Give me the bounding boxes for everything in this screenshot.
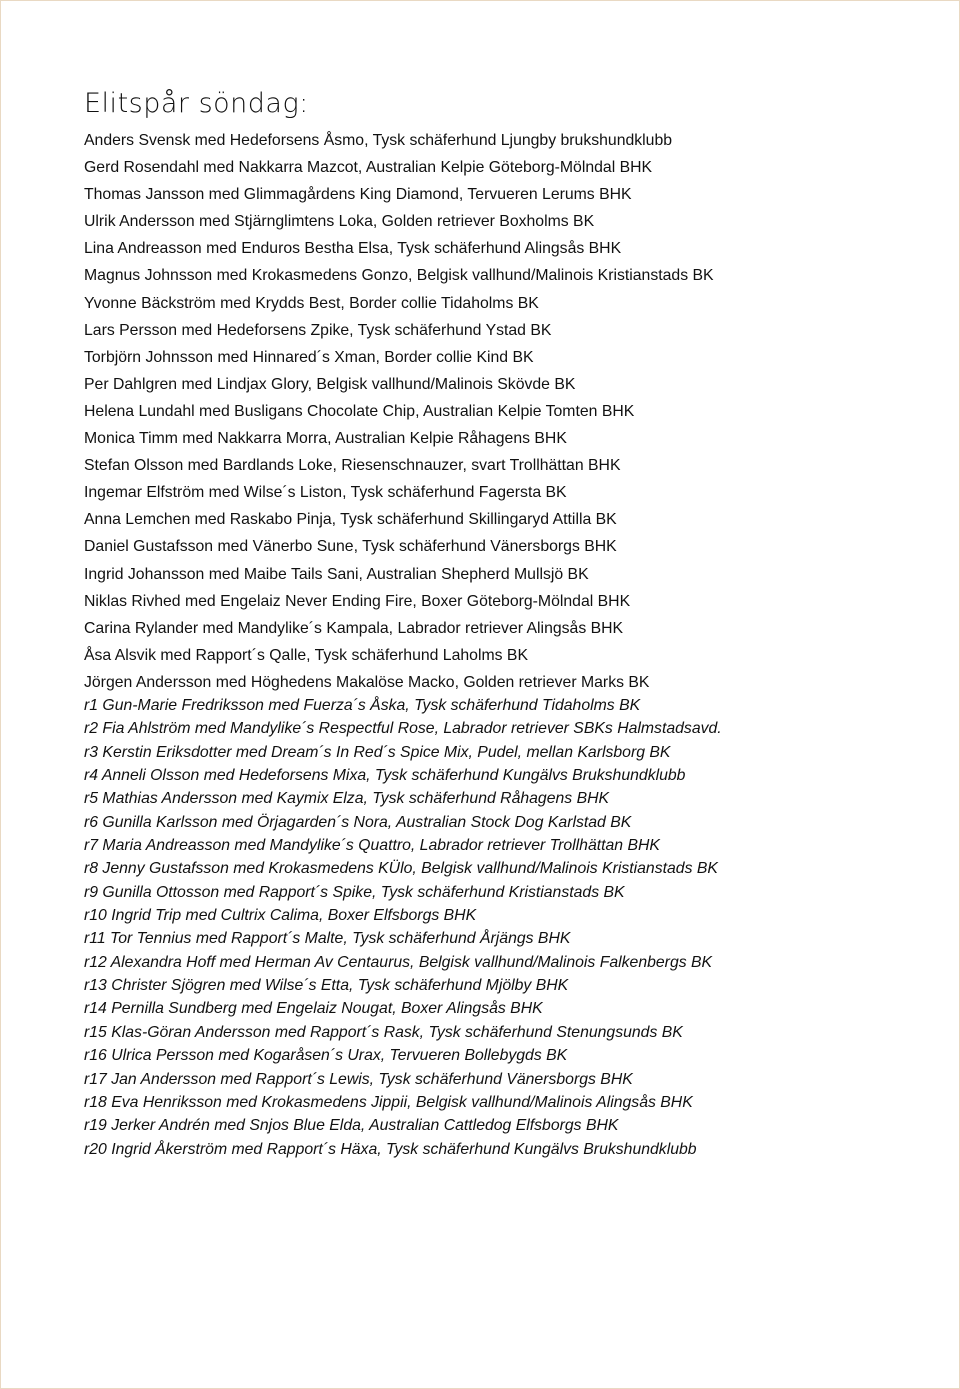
participant-entry: Per Dahlgren med Lindjax Glory, Belgisk vallhund/Malinois Skövde BK bbox=[84, 375, 576, 393]
reserve-entry: r17 Jan Andersson med Rapport´s Lewis, Tysk schäferhund Vänersborgs BHK bbox=[84, 1070, 633, 1088]
reserve-entry: r19 Jerker Andrén med Snjos Blue Elda, Australian Cattledog Elfsborgs BHK bbox=[84, 1117, 619, 1135]
reserve-entry: r13 Christer Sjögren med Wilse´s Etta, Tysk schäferhund Mjölby BHK bbox=[84, 977, 569, 995]
reserve-entry: r4 Anneli Olsson med Hedeforsens Mixa, Tysk schäferhund Kungälvs Brukshundklubb bbox=[84, 767, 686, 785]
participant-entry: Ingemar Elfström med Wilse´s Liston, Tysk schäferhund Fagersta BK bbox=[84, 484, 567, 502]
reserve-entry: r6 Gunilla Karlsson med Örjagarden´s Nora, Australian Stock Dog Karlstad BK bbox=[84, 813, 632, 831]
reserve-entry: r10 Ingrid Trip med Cultrix Calima, Boxer Elfsborgs BHK bbox=[84, 907, 477, 925]
participant-entry: Yvonne Bäckström med Krydds Best, Border collie Tidaholms BK bbox=[84, 294, 539, 312]
participant-entry: Jörgen Andersson med Höghedens Makalöse Macko, Golden retriever Marks BK bbox=[84, 673, 650, 691]
reserve-entry: r7 Maria Andreasson med Mandylike´s Quattro, Labrador retriever Trollhättan BHK bbox=[84, 837, 660, 855]
participant-entry: Ulrik Andersson med Stjärnglimtens Loka, Golden retriever Boxholms BK bbox=[84, 213, 595, 231]
reserve-entry: r18 Eva Henriksson med Krokasmedens Jippii, Belgisk vallhund/Malinois Alingsås BHK bbox=[84, 1093, 693, 1111]
reserve-entry: r15 Klas-Göran Andersson med Rapport´s Rask, Tysk schäferhund Stenungsunds BK bbox=[84, 1023, 683, 1041]
reserve-entry: r1 Gun-Marie Fredriksson med Fuerza´s Åska, Tysk schäferhund Tidaholms BK bbox=[84, 697, 641, 714]
participant-entry: Stefan Olsson med Bardlands Loke, Riesenschnauzer, svart Trollhättan BHK bbox=[84, 457, 621, 475]
participant-entry: Thomas Jansson med Glimmagårdens King Diamond, Tervueren Lerums BHK bbox=[84, 186, 632, 204]
reserve-entry: r20 Ingrid Åkerström med Rapport´s Häxa, Tysk schäferhund Kungälvs Brukshundklubb bbox=[84, 1140, 697, 1158]
participant-entry: Åsa Alsvik med Rapport´s Qalle, Tysk schäferhund Laholms BK bbox=[84, 646, 528, 664]
reserve-entry: r11 Tor Tennius med Rapport´s Malte, Tysk schäferhund Årjängs BHK bbox=[84, 930, 571, 948]
participant-entry: Lina Andreasson med Enduros Bestha Elsa, Tysk schäferhund Alingsås BHK bbox=[84, 240, 622, 258]
reserve-entry: r3 Kerstin Eriksdotter med Dream´s In Red´s Spice Mix, Pudel, mellan Karlsborg BK bbox=[84, 743, 671, 761]
reserve-entry: r5 Mathias Andersson med Kaymix Elza, Tysk schäferhund Råhagens BHK bbox=[84, 790, 610, 808]
participant-entry: Carina Rylander med Mandylike´s Kampala, Labrador retriever Alingsås BHK bbox=[84, 619, 624, 637]
participant-entry: Anna Lemchen med Raskabo Pinja, Tysk schäferhund Skillingaryd Attilla BK bbox=[84, 511, 617, 529]
participant-entry: Lars Persson med Hedeforsens Zpike, Tysk schäferhund Ystad BK bbox=[84, 321, 552, 339]
participant-entry: Anders Svensk med Hedeforsens Åsmo, Tysk schäferhund Ljungby brukshundklubb bbox=[84, 132, 673, 149]
reserve-list bbox=[84, 694, 904, 1161]
participant-entry: Torbjörn Johnsson med Hinnared´s Xman, Border collie Kind BK bbox=[84, 348, 534, 366]
reserve-entry: r2 Fia Ahlström med Mandylike´s Respectful Rose, Labrador retriever SBKs Halmstadsavd. bbox=[84, 720, 722, 738]
reserve-entry: r16 Ulrica Persson med Kogaråsen´s Urax, Tervueren Bollebygds BK bbox=[84, 1047, 568, 1065]
participant-list bbox=[84, 127, 904, 696]
participant-entry: Magnus Johnsson med Krokasmedens Gonzo, Belgisk vallhund/Malinois Kristianstads BK bbox=[84, 267, 714, 285]
participant-entry: Ingrid Johansson med Maibe Tails Sani, Australian Shepherd Mullsjö BK bbox=[84, 565, 589, 583]
participant-entry: Helena Lundahl med Busligans Chocolate Chip, Australian Kelpie Tomten BHK bbox=[84, 402, 635, 420]
participant-entry: Gerd Rosendahl med Nakkarra Mazcot, Australian Kelpie Göteborg-Mölndal BHK bbox=[84, 159, 653, 177]
participant-entry: Niklas Rivhed med Engelaiz Never Ending Fire, Boxer Göteborg-Mölndal BHK bbox=[84, 592, 631, 610]
reserve-entry: r8 Jenny Gustafsson med Krokasmedens KÜlo, Belgisk vallhund/Malinois Kristianstads BK bbox=[84, 860, 718, 878]
reserve-entry: r14 Pernilla Sundberg med Engelaiz Nougat, Boxer Alingsås BHK bbox=[84, 1000, 543, 1018]
page-title: Elitspår söndag: bbox=[84, 88, 309, 119]
reserve-entry: r12 Alexandra Hoff med Herman Av Centaurus, Belgisk vallhund/Malinois Falkenbergs BK bbox=[84, 953, 713, 971]
participant-entry: Daniel Gustafsson med Vänerbo Sune, Tysk schäferhund Vänersborgs BHK bbox=[84, 538, 617, 556]
participant-entry: Monica Timm med Nakkarra Morra, Australian Kelpie Råhagens BHK bbox=[84, 430, 567, 448]
reserve-entry: r9 Gunilla Ottosson med Rapport´s Spike, Tysk schäferhund Kristianstads BK bbox=[84, 883, 625, 901]
